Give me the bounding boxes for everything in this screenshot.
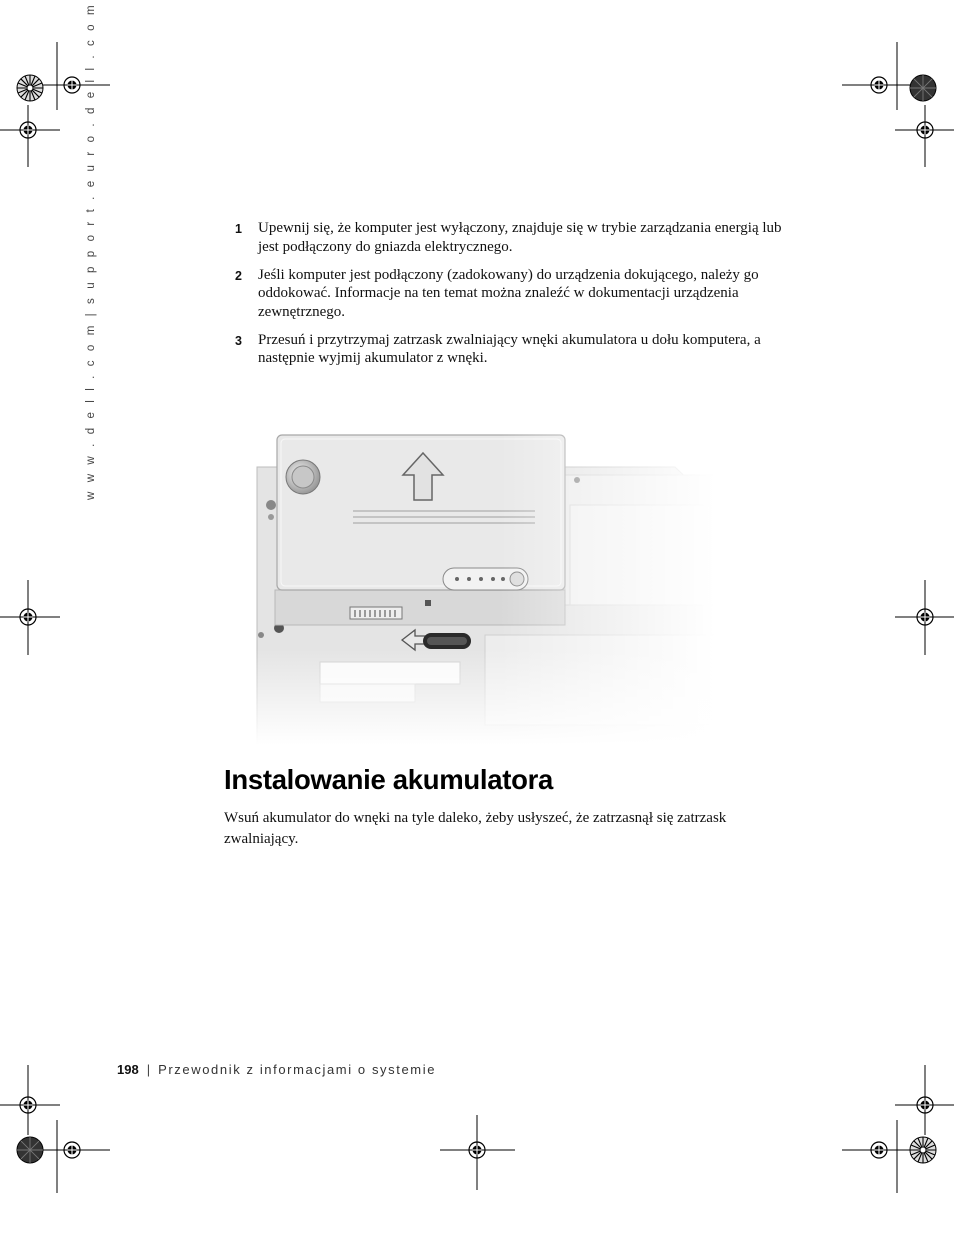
step-number: 3: [235, 333, 242, 348]
page-footer: [117, 1062, 436, 1077]
side-url: w w w . d e l l . c o m | s u p p o r t . e u r o . d e l l . c o m: [85, 2, 97, 500]
step-number: 1: [235, 222, 242, 236]
step-item: [235, 266, 795, 322]
step-item: [235, 219, 795, 256]
instruction-steps: [235, 219, 795, 377]
battery-removal-illustration: [235, 425, 715, 745]
page-number: 198: [117, 1062, 139, 1077]
section-heading: Instalowanie akumulatora: [224, 764, 554, 795]
footer-separator: |: [146, 1062, 151, 1077]
section-body: Wsuń akumulator do wnęki na tyle daleko, żeby usłyszeć, że zatrzasnął się zatrzask zwalniający.: [224, 810, 727, 847]
step-number: 2: [235, 268, 242, 283]
footer-title: Przewodnik z informacjami o systemie: [158, 1062, 437, 1077]
step-text: Upewnij się, że komputer jest wyłączony, znajduje się w trybie zarządzania energią lub jest podłączony do gniazda elektrycznego.: [258, 220, 782, 255]
step-item: [235, 331, 795, 368]
step-text: Jeśli komputer jest podłączony (zadokowany) do urządzenia dokującego, należy go oddokować. Informacje na ten temat można znaleźć w dokumentacji urządzenia zewnętrznego.: [258, 266, 759, 320]
step-text: Przesuń i przytrzymaj zatrzask zwalniający wnęki akumulatora u dołu komputera, a następnie wyjmij akumulator z wnęki.: [258, 331, 761, 366]
